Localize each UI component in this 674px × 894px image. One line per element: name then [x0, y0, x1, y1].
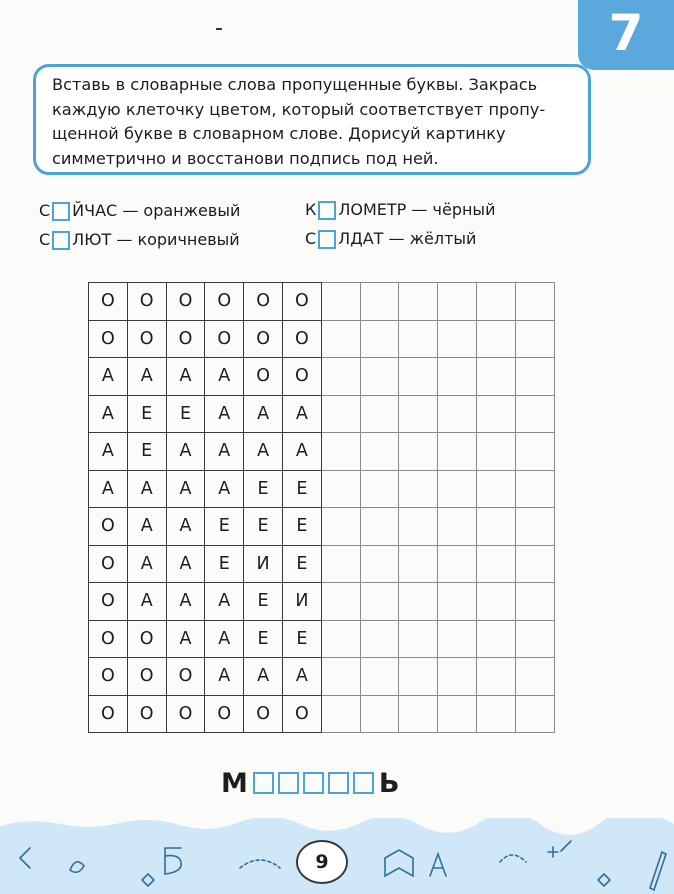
grid-row	[89, 358, 555, 396]
grid-cell-empty[interactable]	[360, 620, 399, 658]
missing-letter-box[interactable]	[52, 231, 70, 250]
task-line-1: Вставь в словарные слова пропущенные буквы. Закрась	[52, 75, 538, 94]
grid-cell-empty[interactable]	[438, 620, 477, 658]
grid-cell-empty[interactable]	[476, 283, 515, 321]
grid-cell-empty[interactable]	[515, 358, 554, 396]
grid-cell-empty[interactable]	[399, 695, 438, 733]
grid-cell-empty[interactable]	[438, 658, 477, 696]
grid-cell-empty[interactable]	[438, 695, 477, 733]
grid-cell-empty[interactable]	[515, 320, 554, 358]
missing-letter-box[interactable]	[318, 230, 336, 249]
grid-cell[interactable]: А	[205, 395, 244, 433]
grid-cell-empty[interactable]	[321, 620, 360, 658]
grid-row	[89, 545, 555, 583]
grid-cell[interactable]: А	[166, 358, 205, 396]
grid-cell-empty[interactable]	[321, 283, 360, 321]
page-number: 9	[296, 840, 348, 884]
grid-cell-empty[interactable]	[360, 320, 399, 358]
grid-cell[interactable]: Е	[244, 508, 283, 546]
answer-letter-box[interactable]	[278, 772, 299, 794]
grid-cell-empty[interactable]	[360, 433, 399, 471]
grid-cell-empty[interactable]	[515, 395, 554, 433]
grid-cell[interactable]: А	[244, 395, 283, 433]
grid-cell-empty[interactable]	[515, 508, 554, 546]
grid-cell[interactable]: А	[127, 470, 166, 508]
grid-cell-empty[interactable]	[321, 658, 360, 696]
grid-cell-empty[interactable]	[321, 358, 360, 396]
task-line-3: щенной букве в словарном слове. Дорисуй картинку	[52, 124, 506, 143]
grid-cell[interactable]: О	[244, 695, 283, 733]
grid-cell[interactable]: О	[166, 320, 205, 358]
grid-cell[interactable]: А	[166, 545, 205, 583]
grid-cell-empty[interactable]	[515, 620, 554, 658]
legend-word-rest: ЙЧАС	[72, 201, 118, 220]
grid-cell[interactable]: О	[89, 695, 128, 733]
answer-word	[221, 768, 399, 798]
grid-cell[interactable]: О	[127, 658, 166, 696]
legend-dash: —	[388, 229, 405, 248]
grid-cell[interactable]: Е	[282, 470, 321, 508]
legend-prefix: К	[305, 200, 317, 219]
grid-cell-empty[interactable]	[476, 583, 515, 621]
grid-cell[interactable]: А	[127, 583, 166, 621]
grid-cell[interactable]: А	[205, 358, 244, 396]
grid-cell[interactable]: О	[127, 620, 166, 658]
grid-cell-empty[interactable]	[360, 545, 399, 583]
grid-cell-empty[interactable]	[438, 320, 477, 358]
answer-first-letter: М	[221, 767, 248, 799]
grid-cell[interactable]: О	[89, 320, 128, 358]
legend-word-rest: ЛОМЕТР	[338, 200, 407, 219]
grid-cell[interactable]: О	[127, 320, 166, 358]
grid-cell-empty[interactable]	[399, 583, 438, 621]
grid-cell[interactable]: А	[205, 658, 244, 696]
grid-cell[interactable]: А	[89, 395, 128, 433]
missing-letter-box[interactable]	[52, 202, 70, 221]
task-line-2: каждую клеточку цветом, который соответствует пропу-	[52, 99, 546, 119]
grid-cell[interactable]: О	[282, 695, 321, 733]
grid-cell[interactable]: А	[205, 433, 244, 471]
grid-cell[interactable]: Е	[244, 620, 283, 658]
missing-letter-box[interactable]	[318, 201, 336, 220]
grid-cell-empty[interactable]	[438, 508, 477, 546]
grid-cell-empty[interactable]	[476, 658, 515, 696]
grid-cell-empty[interactable]	[438, 433, 477, 471]
legend-word-rest: ЛЮТ	[72, 230, 112, 249]
grid-cell-empty[interactable]	[515, 433, 554, 471]
grid-cell[interactable]: О	[244, 320, 283, 358]
grid-cell[interactable]: А	[89, 433, 128, 471]
legend-item	[305, 229, 476, 249]
legend-dash: —	[116, 230, 133, 249]
grid-cell-empty[interactable]	[321, 395, 360, 433]
grid-cell[interactable]: А	[244, 658, 283, 696]
grid-cell-empty[interactable]	[476, 508, 515, 546]
grid-cell-empty[interactable]	[438, 358, 477, 396]
grid-cell-empty[interactable]	[476, 358, 515, 396]
grid-row	[89, 695, 555, 733]
grid-cell[interactable]: О	[205, 695, 244, 733]
grid-cell-empty[interactable]	[399, 320, 438, 358]
grid-cell[interactable]: О	[89, 545, 128, 583]
grid-cell[interactable]: А	[282, 395, 321, 433]
grid-cell-empty[interactable]	[360, 283, 399, 321]
legend-prefix: С	[39, 230, 51, 249]
grid-cell[interactable]: А	[282, 658, 321, 696]
grid-cell-empty[interactable]	[476, 395, 515, 433]
grid-cell[interactable]: А	[166, 583, 205, 621]
grid-cell-empty[interactable]	[360, 508, 399, 546]
answer-last-letter: Ь	[378, 767, 400, 799]
grid-cell[interactable]: А	[89, 358, 128, 396]
legend-prefix: С	[39, 201, 51, 220]
grid-row	[89, 583, 555, 621]
grid-cell[interactable]: О	[89, 620, 128, 658]
grid-cell-empty[interactable]	[360, 583, 399, 621]
grid-cell-empty[interactable]	[476, 695, 515, 733]
grid-cell-empty[interactable]	[321, 508, 360, 546]
grid-cell-empty[interactable]	[476, 545, 515, 583]
grid-cell-empty[interactable]	[515, 583, 554, 621]
grid-cell-empty[interactable]	[399, 433, 438, 471]
grid-cell-empty[interactable]	[399, 508, 438, 546]
grid-cell-empty[interactable]	[399, 470, 438, 508]
grid-cell-empty[interactable]	[321, 433, 360, 471]
grid-cell-empty[interactable]	[515, 658, 554, 696]
grid-cell[interactable]: А	[127, 545, 166, 583]
grid-row	[89, 508, 555, 546]
grid-cell[interactable]: А	[282, 433, 321, 471]
grid-cell[interactable]: А	[127, 358, 166, 396]
grid-cell[interactable]: О	[282, 283, 321, 321]
grid-cell-empty[interactable]	[360, 395, 399, 433]
grid-cell-empty[interactable]	[321, 545, 360, 583]
answer-letter-box[interactable]	[328, 772, 349, 794]
chapter-number: 7	[608, 4, 644, 62]
grid-row	[89, 620, 555, 658]
grid-row	[89, 658, 555, 696]
grid-row	[89, 395, 555, 433]
legend-item	[305, 200, 495, 220]
decorative-dash	[216, 28, 222, 30]
grid-cell-empty[interactable]	[438, 545, 477, 583]
grid-cell-empty[interactable]	[360, 358, 399, 396]
grid-cell-empty[interactable]	[321, 695, 360, 733]
grid-row	[89, 470, 555, 508]
grid-cell[interactable]: О	[89, 508, 128, 546]
grid-cell-empty[interactable]	[476, 620, 515, 658]
grid-cell[interactable]: А	[205, 470, 244, 508]
grid-cell[interactable]: Е	[166, 395, 205, 433]
grid-cell-empty[interactable]	[360, 470, 399, 508]
grid-cell-empty[interactable]	[399, 395, 438, 433]
grid-cell[interactable]: О	[205, 283, 244, 321]
legend-item	[39, 230, 240, 250]
grid-cell[interactable]: О	[244, 358, 283, 396]
answer-letter-box[interactable]	[353, 772, 374, 794]
grid-cell-empty[interactable]	[438, 283, 477, 321]
answer-blanks	[251, 772, 376, 794]
grid-cell[interactable]: А	[244, 433, 283, 471]
grid-cell-empty[interactable]	[321, 320, 360, 358]
grid-cell-empty[interactable]	[438, 470, 477, 508]
legend-prefix: С	[305, 229, 317, 248]
grid-cell[interactable]: О	[166, 695, 205, 733]
grid-cell[interactable]: О	[89, 283, 128, 321]
grid-cell-empty[interactable]	[515, 695, 554, 733]
grid-cell[interactable]: Е	[127, 433, 166, 471]
grid-cell-empty[interactable]	[515, 283, 554, 321]
grid-cell[interactable]: О	[282, 320, 321, 358]
grid-cell[interactable]: О	[89, 658, 128, 696]
grid-cell-empty[interactable]	[399, 620, 438, 658]
grid-cell[interactable]: Е	[205, 508, 244, 546]
grid-cell[interactable]: А	[89, 470, 128, 508]
grid-cell[interactable]: О	[127, 283, 166, 321]
legend-word-rest: ЛДАТ	[338, 229, 384, 248]
grid-cell[interactable]: А	[166, 620, 205, 658]
legend-color: коричневый	[137, 230, 240, 249]
chapter-tab	[578, 0, 674, 70]
grid-cell-empty[interactable]	[360, 695, 399, 733]
grid-cell-empty[interactable]	[476, 320, 515, 358]
grid-cell-empty[interactable]	[360, 658, 399, 696]
legend-color: жёлтый	[409, 229, 477, 248]
answer-letter-box[interactable]	[303, 772, 324, 794]
grid-cell[interactable]: Е	[282, 545, 321, 583]
grid-cell[interactable]: О	[166, 658, 205, 696]
grid-cell[interactable]: О	[244, 283, 283, 321]
grid-cell-empty[interactable]	[515, 470, 554, 508]
grid-row	[89, 283, 555, 321]
legend-color: оранжевый	[143, 201, 241, 220]
grid-cell-empty[interactable]	[399, 545, 438, 583]
grid-cell[interactable]: О	[89, 583, 128, 621]
grid-cell-empty[interactable]	[321, 583, 360, 621]
grid-cell[interactable]: Е	[282, 620, 321, 658]
grid-cell[interactable]: А	[127, 508, 166, 546]
legend-item	[39, 201, 240, 221]
grid-cell[interactable]: И	[282, 583, 321, 621]
grid-cell[interactable]: Е	[244, 470, 283, 508]
grid-cell[interactable]: Е	[244, 583, 283, 621]
grid-row	[89, 320, 555, 358]
coloring-grid	[88, 282, 555, 733]
legend-dash: —	[122, 201, 139, 220]
grid-cell-empty[interactable]	[399, 283, 438, 321]
legend-color: чёрный	[432, 200, 496, 219]
grid-cell[interactable]: О	[282, 358, 321, 396]
grid-row	[89, 433, 555, 471]
task-instructions	[33, 64, 591, 175]
grid-cell-empty[interactable]	[399, 658, 438, 696]
task-line-4: симметрично и восстанови подпись под ней.	[52, 148, 439, 168]
grid-cell-empty[interactable]	[476, 470, 515, 508]
grid-cell[interactable]: А	[166, 508, 205, 546]
grid-cell[interactable]: И	[244, 545, 283, 583]
grid-cell-empty[interactable]	[515, 545, 554, 583]
grid-cell-empty[interactable]	[321, 470, 360, 508]
grid-cell-empty[interactable]	[438, 583, 477, 621]
grid-cell-empty[interactable]	[438, 395, 477, 433]
grid-cell[interactable]: О	[166, 283, 205, 321]
grid-cell[interactable]: А	[166, 433, 205, 471]
answer-letter-box[interactable]	[253, 772, 274, 794]
grid-cell[interactable]: Е	[205, 545, 244, 583]
legend-dash: —	[411, 200, 428, 219]
grid-cell[interactable]: О	[205, 320, 244, 358]
grid-cell[interactable]: А	[166, 470, 205, 508]
grid-cell-empty[interactable]	[476, 433, 515, 471]
grid-cell[interactable]: А	[205, 620, 244, 658]
grid-cell[interactable]: Е	[282, 508, 321, 546]
grid-cell[interactable]: А	[205, 583, 244, 621]
grid-cell[interactable]: Е	[127, 395, 166, 433]
grid-cell[interactable]: О	[127, 695, 166, 733]
grid-cell-empty[interactable]	[399, 358, 438, 396]
